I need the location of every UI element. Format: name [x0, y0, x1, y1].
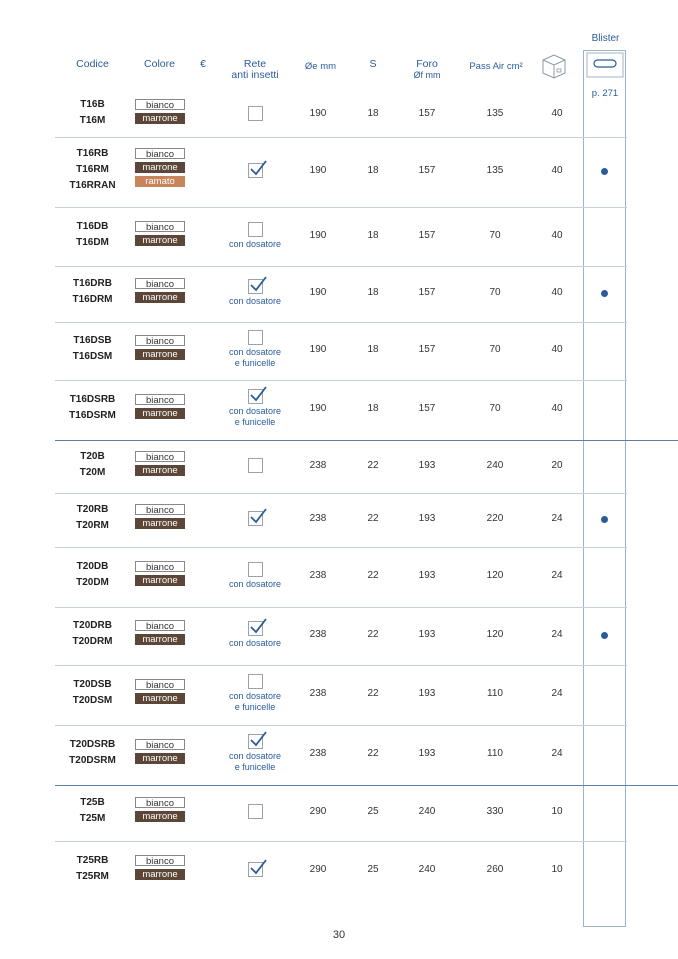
blister-available-dot [601, 168, 608, 175]
product-codes [55, 559, 130, 591]
rete-cell [215, 330, 295, 369]
foro-value: 157 [418, 287, 436, 298]
product-code: T16RM [76, 164, 109, 175]
product-codes [55, 795, 130, 827]
header-rete-line1: Rete [243, 58, 267, 70]
rete-cell [215, 511, 295, 526]
table-row [55, 92, 627, 137]
color-chip-ramato: ramato [135, 176, 185, 187]
color-chip-marrone: marrone [135, 518, 185, 529]
s-value: 18 [367, 344, 379, 355]
product-codes [55, 677, 130, 709]
color-chip-marrone: marrone [135, 811, 185, 822]
product-code: T16DSB [73, 335, 112, 346]
product-code: T20DM [76, 577, 109, 588]
pass-air-value: 220 [486, 513, 504, 524]
color-chip-bianco: bianco [135, 739, 185, 750]
pass-air-value: 70 [489, 229, 501, 241]
pass-air-value: 120 [486, 629, 504, 640]
empty-checkbox [248, 458, 263, 473]
rete-note: con dosatore [228, 751, 282, 761]
color-chip-marrone: marrone [135, 693, 185, 704]
color-chip-bianco: bianco [135, 855, 185, 866]
checked-checkbox [248, 163, 263, 178]
table-row [55, 322, 627, 380]
color-chip-bianco: bianco [135, 221, 185, 232]
product-code: T16DRM [72, 294, 113, 305]
color-chip-marrone: marrone [135, 869, 185, 880]
pack-qty-value: 40 [551, 107, 563, 119]
rete-note: con dosatore [228, 691, 282, 701]
pass-air-value: 70 [489, 403, 501, 414]
diameter-value: 190 [309, 107, 327, 119]
foro-value: 157 [418, 403, 436, 414]
rete-cell [215, 163, 295, 178]
foro-value: 193 [418, 459, 436, 471]
diameter-value: 290 [309, 806, 327, 817]
diameter-value: 190 [309, 229, 327, 241]
pack-qty-value: 24 [551, 570, 563, 581]
header-codice: Codice [76, 58, 109, 70]
product-code: T20B [80, 450, 105, 462]
empty-checkbox [248, 222, 263, 237]
product-code: T20DSM [72, 695, 113, 706]
s-value: 25 [367, 806, 379, 817]
color-options [135, 219, 185, 249]
s-value: 18 [367, 107, 379, 119]
table-row [55, 137, 627, 207]
color-chip-marrone: marrone [135, 349, 185, 360]
product-code: T16DRB [73, 278, 112, 289]
blister-available-dot [601, 290, 608, 297]
pack-qty-value: 40 [551, 403, 563, 414]
color-options [135, 333, 185, 363]
blister-available-dot [601, 632, 608, 639]
rete-cell [215, 106, 295, 121]
color-chip-marrone: marrone [135, 753, 185, 764]
rete-note: e funicelle [234, 417, 276, 427]
rete-cell [215, 222, 295, 250]
checked-checkbox [248, 621, 263, 636]
color-options [135, 502, 185, 532]
product-codes [55, 333, 130, 365]
product-code: T20DRB [73, 620, 112, 631]
product-codes [55, 853, 130, 885]
header-s: S [369, 58, 377, 70]
table-row [55, 440, 627, 493]
foro-value: 193 [418, 570, 436, 581]
pass-air-value: 135 [486, 165, 504, 176]
color-chip-marrone: marrone [135, 408, 185, 419]
checkmark-icon [248, 506, 268, 526]
blister-page-ref: p. 271 [591, 88, 619, 99]
product-codes [55, 502, 130, 534]
checkmark-icon [248, 274, 268, 294]
foro-value: 157 [418, 165, 436, 176]
diameter-value: 238 [309, 570, 327, 581]
foro-value: 193 [418, 748, 436, 759]
header-rete [215, 59, 295, 81]
table-row [55, 266, 627, 322]
page-number: 30 [332, 929, 346, 941]
color-options [135, 737, 185, 767]
diameter-value: 238 [309, 459, 327, 471]
foro-value: 193 [418, 629, 436, 640]
product-code: T25RB [76, 854, 109, 866]
diameter-value: 238 [309, 688, 327, 699]
header-rete-line2: anti insetti [231, 69, 279, 81]
table-row [55, 841, 627, 900]
rete-note: con dosatore [228, 638, 282, 648]
empty-checkbox [248, 674, 263, 689]
color-chip-marrone: marrone [135, 235, 185, 246]
s-value: 22 [367, 513, 379, 524]
pack-qty-value: 40 [551, 344, 563, 355]
pack-qty-value: 20 [551, 459, 563, 471]
color-options [135, 618, 185, 648]
rete-cell [215, 734, 295, 773]
table-row [55, 665, 627, 725]
s-value: 25 [367, 863, 379, 875]
product-codes [55, 737, 130, 769]
s-value: 18 [367, 229, 379, 241]
product-code: T16B [80, 98, 105, 110]
product-code: T16DSM [72, 351, 113, 362]
pack-qty-value: 40 [551, 165, 563, 176]
rete-note: con dosatore [228, 238, 282, 249]
table-row [55, 785, 627, 841]
color-chip-bianco: bianco [135, 451, 185, 462]
checkmark-icon [248, 616, 268, 636]
rete-cell [215, 621, 295, 649]
table-row [55, 607, 627, 665]
blister-available-dot [601, 516, 608, 523]
rete-note: e funicelle [234, 762, 276, 772]
product-code: T16DM [76, 236, 109, 248]
color-chip-bianco: bianco [135, 278, 185, 289]
color-chip-bianco: bianco [135, 504, 185, 515]
header-foro [403, 59, 451, 81]
color-chip-bianco: bianco [135, 335, 185, 346]
pass-air-value: 110 [487, 688, 503, 699]
product-code: T16DB [76, 220, 109, 232]
diameter-value: 290 [309, 863, 327, 875]
rete-note: con dosatore [228, 296, 282, 306]
checked-checkbox [248, 279, 263, 294]
pass-air-value: 135 [486, 107, 504, 119]
foro-value: 240 [418, 863, 436, 875]
rete-note: con dosatore [228, 347, 282, 357]
foro-value: 240 [418, 806, 436, 817]
pass-air-value: 260 [486, 863, 504, 875]
diameter-value: 238 [309, 629, 327, 640]
s-value: 22 [367, 459, 379, 471]
color-chip-bianco: bianco [135, 561, 185, 572]
diameter-value: 238 [309, 748, 327, 759]
package-box-icon [540, 52, 568, 80]
foro-value: 157 [418, 107, 436, 119]
product-codes [55, 276, 130, 308]
header-diam-e: Øe mm [304, 61, 337, 72]
product-codes [55, 97, 130, 129]
blister-header: Blister [591, 33, 620, 44]
rete-cell [215, 389, 295, 428]
product-code: T20M [79, 466, 106, 478]
pack-qty-value: 24 [551, 513, 563, 524]
blister-hanger-icon [586, 52, 624, 78]
table-row [55, 493, 627, 547]
pack-qty-value: 40 [551, 229, 563, 241]
header-foro-line1: Foro [416, 58, 438, 70]
diameter-value: 190 [309, 403, 327, 414]
rete-note: con dosatore [228, 406, 282, 416]
diameter-value: 190 [309, 287, 327, 298]
rete-cell [215, 279, 295, 307]
rete-cell [215, 562, 295, 590]
product-code: T20DRM [72, 636, 113, 647]
header-pass-air: Pass Air cm² [469, 61, 523, 72]
rete-cell [215, 674, 295, 713]
color-chip-bianco: bianco [135, 620, 185, 631]
foro-value: 157 [418, 344, 436, 355]
product-codes [55, 392, 130, 424]
color-chip-marrone: marrone [135, 113, 185, 124]
product-codes [55, 146, 130, 194]
color-options [135, 853, 185, 883]
product-code: T25M [79, 813, 106, 824]
checkmark-icon [248, 158, 268, 178]
product-code: T20DSRB [69, 739, 116, 750]
header-euro: € [200, 58, 206, 70]
product-code: T20DB [76, 561, 109, 572]
color-options [135, 97, 185, 127]
product-code: T20RM [76, 520, 109, 531]
product-code: T25RM [76, 870, 109, 882]
color-options [135, 392, 185, 422]
product-code: T16RB [76, 148, 109, 159]
s-value: 18 [367, 403, 379, 414]
s-value: 22 [367, 629, 379, 640]
header-foro-line2: Øf mm [413, 70, 441, 80]
s-value: 22 [367, 570, 379, 581]
pack-qty-value: 24 [551, 629, 563, 640]
diameter-value: 190 [309, 165, 327, 176]
checkmark-icon [248, 729, 268, 749]
pass-air-value: 330 [486, 806, 504, 817]
rete-note: e funicelle [234, 358, 276, 368]
rete-cell [215, 458, 295, 473]
rete-cell [215, 862, 295, 877]
product-code: T20RB [76, 504, 109, 515]
checked-checkbox [248, 734, 263, 749]
empty-checkbox [248, 562, 263, 577]
product-code: T16DSRM [69, 410, 116, 421]
empty-checkbox [248, 804, 263, 819]
foro-value: 157 [418, 229, 436, 241]
color-options [135, 559, 185, 589]
color-options [135, 795, 185, 825]
product-code: T20DSB [73, 679, 112, 690]
color-chip-bianco: bianco [135, 797, 185, 808]
checked-checkbox [248, 862, 263, 877]
pass-air-value: 70 [489, 344, 501, 355]
pass-air-value: 120 [486, 570, 504, 581]
color-chip-marrone: marrone [135, 162, 185, 173]
color-chip-marrone: marrone [135, 292, 185, 303]
s-value: 18 [367, 287, 379, 298]
product-code: T16M [79, 114, 106, 126]
diameter-value: 238 [309, 513, 327, 524]
foro-value: 193 [418, 688, 436, 699]
product-codes [55, 449, 130, 481]
pack-qty-value: 10 [551, 806, 563, 817]
product-codes [55, 219, 130, 251]
pass-air-value: 110 [487, 748, 503, 759]
rete-note: con dosatore [228, 579, 282, 589]
color-chip-bianco: bianco [135, 394, 185, 405]
color-chip-marrone: marrone [135, 465, 185, 476]
table-row [55, 725, 627, 785]
product-code: T25B [80, 797, 105, 808]
pass-air-value: 70 [489, 287, 501, 298]
pack-qty-value: 40 [551, 287, 563, 298]
rete-note: e funicelle [234, 702, 276, 712]
table-row [55, 547, 627, 607]
foro-value: 193 [418, 513, 436, 524]
checked-checkbox [248, 511, 263, 526]
color-options [135, 276, 185, 306]
checked-checkbox [248, 389, 263, 404]
header-colore: Colore [144, 58, 175, 70]
color-chip-marrone: marrone [135, 575, 185, 586]
product-code: T16RRAN [69, 180, 116, 191]
pack-qty-value: 24 [551, 688, 563, 699]
checkmark-icon [248, 857, 268, 877]
table-row [55, 207, 627, 266]
pass-air-value: 240 [486, 459, 504, 471]
pack-qty-value: 24 [551, 748, 563, 759]
empty-checkbox [248, 330, 263, 345]
product-code: T16DSRB [69, 394, 116, 405]
rete-cell [215, 804, 295, 819]
color-options [135, 146, 185, 190]
product-codes [55, 618, 130, 650]
color-chip-bianco: bianco [135, 679, 185, 690]
empty-checkbox [248, 106, 263, 121]
table-row [55, 380, 627, 440]
pack-qty-value: 10 [551, 863, 563, 875]
color-chip-bianco: bianco [135, 99, 185, 110]
color-options [135, 677, 185, 707]
s-value: 22 [367, 748, 379, 759]
s-value: 22 [367, 688, 379, 699]
color-chip-bianco: bianco [135, 148, 185, 159]
product-code: T20DSRM [69, 755, 116, 766]
color-options [135, 449, 185, 479]
diameter-value: 190 [309, 344, 327, 355]
checkmark-icon [248, 384, 268, 404]
s-value: 18 [367, 165, 379, 176]
color-chip-marrone: marrone [135, 634, 185, 645]
